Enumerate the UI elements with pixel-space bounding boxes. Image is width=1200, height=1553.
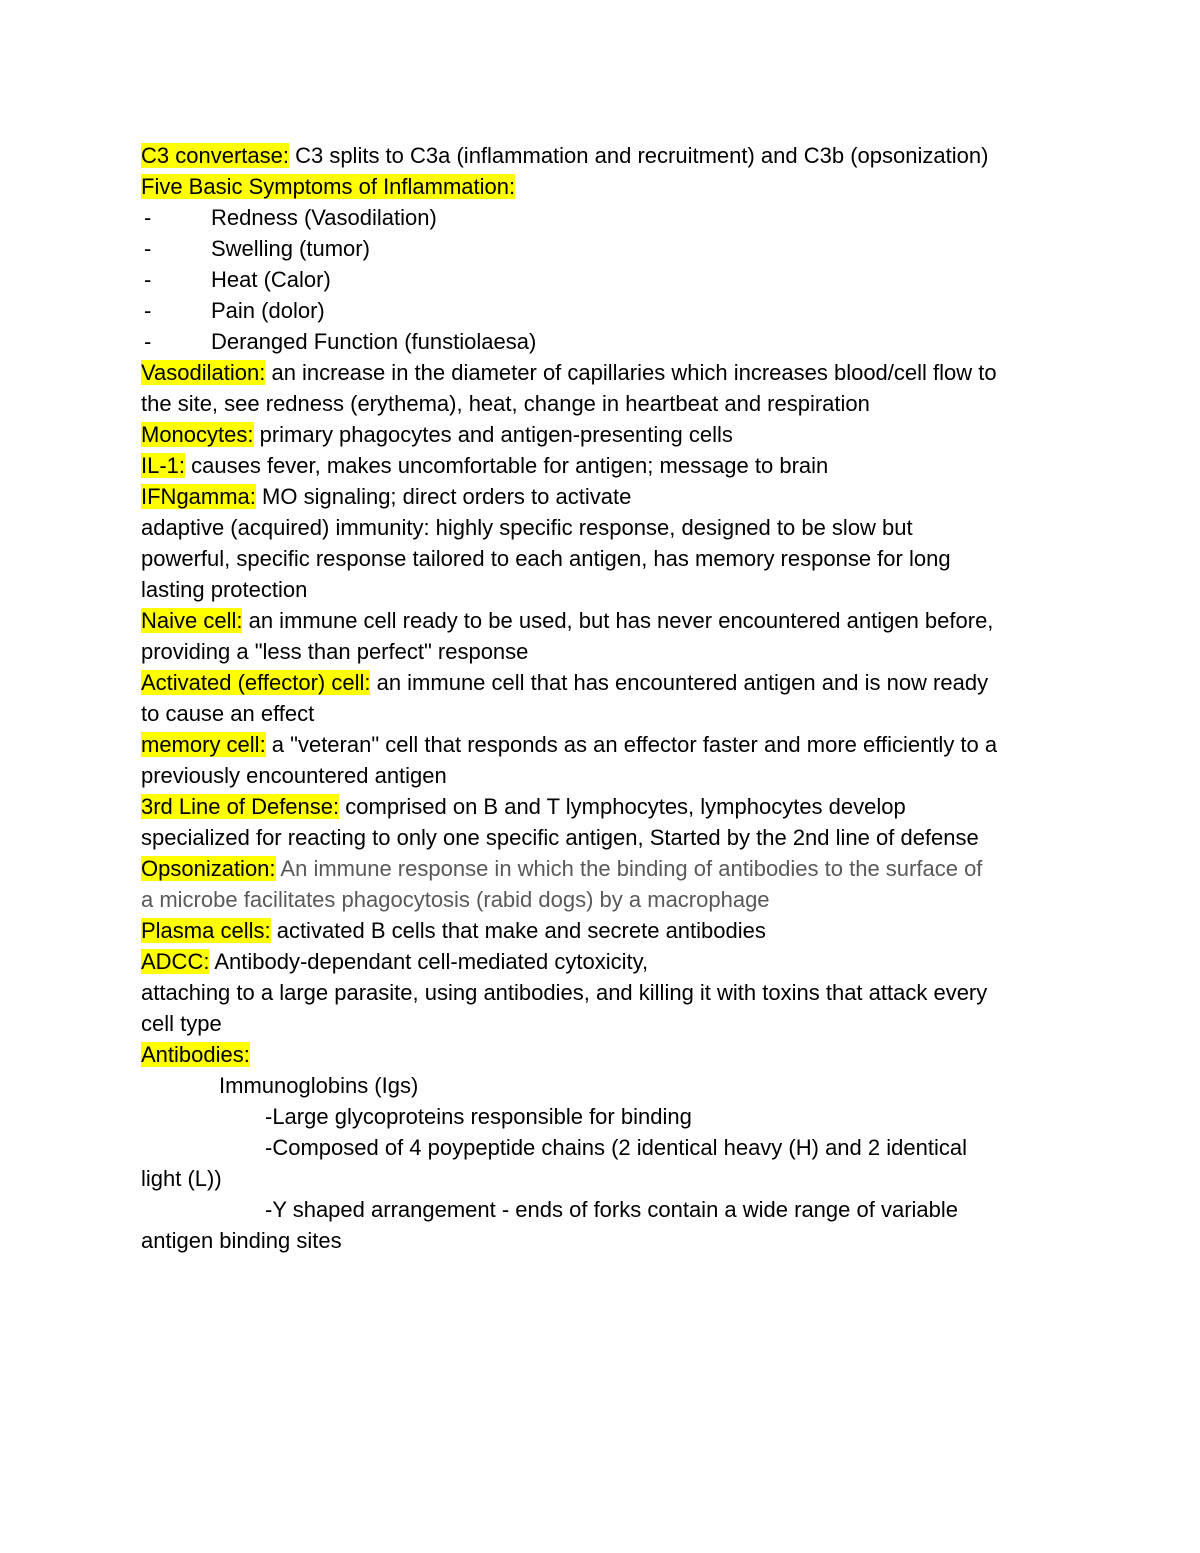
memory-cell-entry [141, 729, 1071, 760]
list-item-text: Redness (Vasodilation) [211, 205, 437, 230]
vasodilation-entry [141, 357, 1071, 388]
definition-text: an immune cell that has encountered antigen and is now ready [370, 670, 989, 695]
definition-text: an increase in the diameter of capillaries which increases blood/cell flow to [265, 360, 997, 385]
term-highlight: Activated (effector) cell: [141, 670, 371, 695]
definition-text: activated B cells that make and secrete antibodies [270, 918, 766, 943]
dash-bullet: - [144, 205, 152, 230]
activated-cell-continued: to cause an effect [141, 701, 315, 726]
memory-cell-continued: previously encountered antigen [141, 763, 447, 788]
dash-bullet: - [144, 267, 152, 292]
adcc-continued: attaching to a large parasite, using antibodies, and killing it with toxins that attack every [141, 980, 988, 1005]
term-highlight: Antibodies: [141, 1042, 250, 1067]
adcc-entry [141, 946, 1071, 977]
naive-cell-continued: providing a "less than perfect" response [141, 639, 529, 664]
list-item-text: Heat (Calor) [211, 267, 331, 292]
definition-text: an immune cell ready to be used, but has never encountered antigen before, [242, 608, 994, 633]
adaptive-immunity-line: adaptive (acquired) immunity: highly specific response, designed to be slow but [141, 515, 913, 540]
definition-text: primary phagocytes and antigen-presenting cells [253, 422, 733, 447]
antibody-point: -Y shaped arrangement - ends of forks contain a wide range of variable [265, 1197, 958, 1222]
immunoglobins-line: Immunoglobins (Igs) [219, 1073, 419, 1098]
definition-text: comprised on B and T lymphocytes, lymphocytes develop [339, 794, 906, 819]
definition-text: a "veteran" cell that responds as an effector faster and more efficiently to a [265, 732, 998, 757]
term-highlight: IFNgamma: [141, 484, 256, 509]
term-highlight: IL-1: [141, 453, 186, 478]
definition-text: An immune response in which the binding of antibodies to the surface of [275, 856, 983, 881]
definition-text: MO signaling; direct orders to activate [255, 484, 632, 509]
antibody-point-continued: light (L)) [141, 1166, 222, 1191]
list-item [141, 233, 1071, 264]
definition-text: Antibody-dependant cell-mediated cytoxicity, [209, 949, 649, 974]
list-item-text: Swelling (tumor) [211, 236, 370, 261]
term-highlight: Opsonization: [141, 856, 276, 881]
il1-entry [141, 450, 1071, 481]
list-item [141, 264, 1071, 295]
third-line-defense-continued: specialized for reacting to only one specific antigen, Started by the 2nd line of defense [141, 825, 979, 850]
dash-bullet: - [144, 236, 152, 261]
dash-bullet: - [144, 329, 152, 354]
dash-bullet: - [144, 298, 152, 323]
opsonization-continued: a microbe facilitates phagocytosis (rabid dogs) by a macrophage [141, 887, 770, 912]
term-highlight: Vasodilation: [141, 360, 266, 385]
adaptive-immunity-line: powerful, specific response tailored to each antigen, has memory response for long [141, 546, 951, 571]
term-highlight: Five Basic Symptoms of Inflammation: [141, 174, 516, 199]
antibodies-heading [141, 1039, 1071, 1070]
list-item [141, 295, 1071, 326]
naive-cell-entry [141, 605, 1071, 636]
definition-text: C3 splits to C3a (inflammation and recruitment) and C3b (opsonization) [288, 143, 989, 168]
activated-cell-entry [141, 667, 1071, 698]
list-item-text: Pain (dolor) [211, 298, 325, 323]
monocytes-entry [141, 419, 1071, 450]
third-line-defense-entry [141, 791, 1071, 822]
list-item-text: Deranged Function (funstiolaesa) [211, 329, 537, 354]
notes-content [141, 140, 1071, 1256]
c3-convertase-entry [141, 140, 1071, 171]
list-item [141, 326, 1071, 357]
adcc-continued: cell type [141, 1011, 222, 1036]
term-highlight: Plasma cells: [141, 918, 271, 943]
five-symptoms-heading [141, 171, 1071, 202]
list-item [141, 202, 1071, 233]
opsonization-entry [141, 853, 1071, 884]
vasodilation-continued: the site, see redness (erythema), heat, change in heartbeat and respiration [141, 391, 870, 416]
definition-text: causes fever, makes uncomfortable for antigen; message to brain [185, 453, 829, 478]
ifngamma-entry [141, 481, 1071, 512]
plasma-cells-entry [141, 915, 1071, 946]
term-highlight: memory cell: [141, 732, 266, 757]
term-highlight: 3rd Line of Defense: [141, 794, 340, 819]
term-highlight: Monocytes: [141, 422, 254, 447]
antibody-point-continued: antigen binding sites [141, 1228, 342, 1253]
term-highlight: ADCC: [141, 949, 210, 974]
antibody-point: -Large glycoproteins responsible for binding [265, 1104, 692, 1129]
antibody-point: -Composed of 4 poypeptide chains (2 identical heavy (H) and 2 identical [265, 1135, 967, 1160]
adaptive-immunity-line: lasting protection [141, 577, 308, 602]
term-highlight: C3 convertase: [141, 143, 289, 168]
term-highlight: Naive cell: [141, 608, 243, 633]
